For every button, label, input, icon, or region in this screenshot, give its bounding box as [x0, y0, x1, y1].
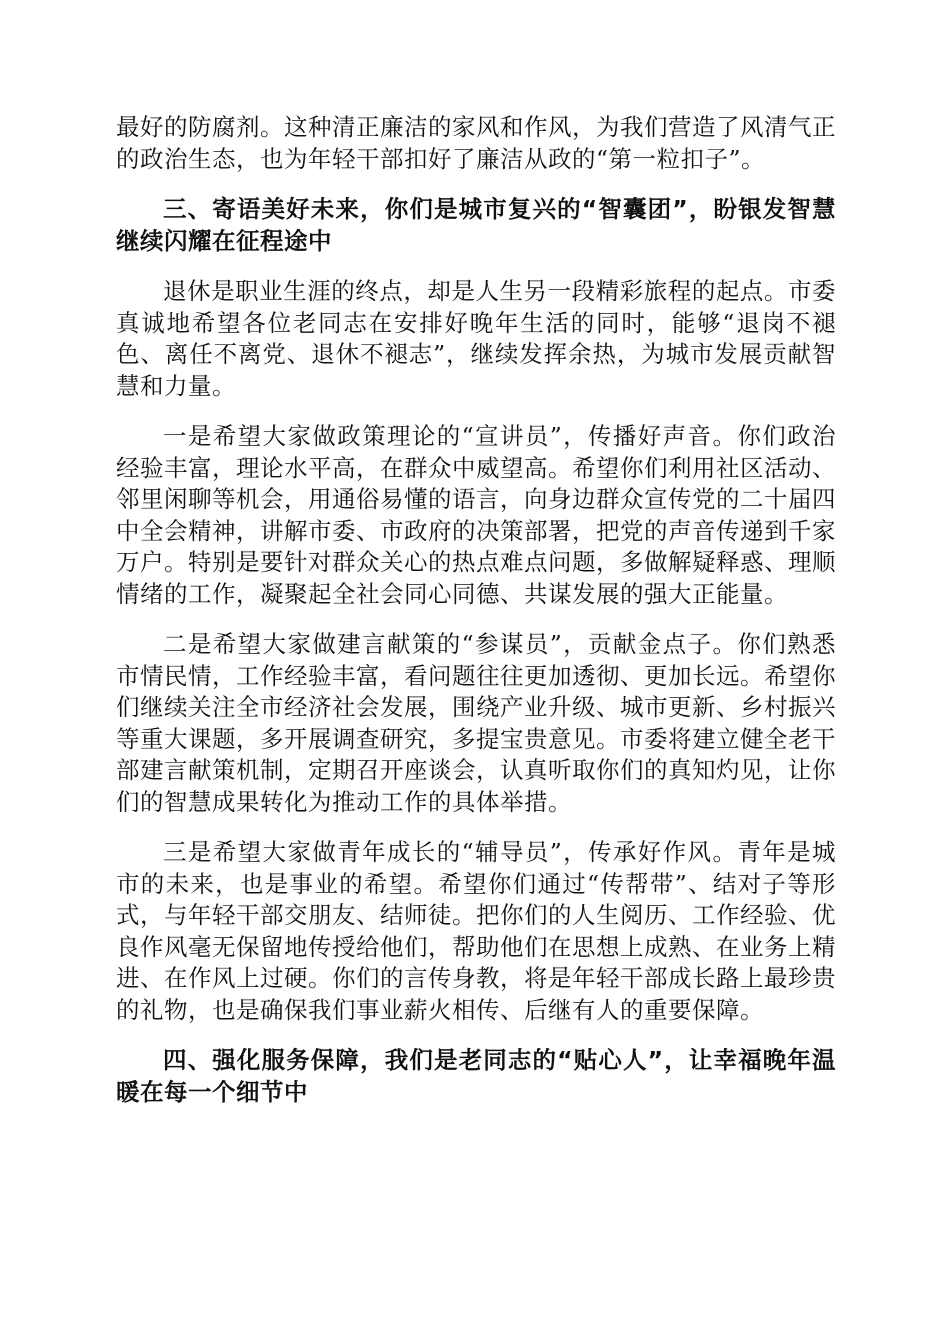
paragraph-advisor: 二是希望大家做建言献策的“参谋员”，贡献金点子。你们熟悉市情民情，工作经验丰富，看问题往往更加透彻、更加长远。希望你们继续关注全市经济社会发展，围绕产业升级、城市更新、乡村振兴等重大课题，多开展调查研究，多提宝贵意见。市委将建立健全老干部建言献策机制，定期召开座谈会，认真听取你们的真知灼见，让你们的智慧成果转化为推动工作的具体举措。 — [116, 630, 836, 816]
paragraph-mentor: 三是希望大家做青年成长的“辅导员”，传承好作风。青年是城市的未来，也是事业的希望。希望你们通过“传帮带”、结对子等形式，与年轻干部交朋友、结师徒。把你们的人生阅历、工作经验、优良作风毫无保留地传授给他们，帮助他们在思想上成熟、在业务上精进、在作风上过硬。你们的言传身教，将是年轻干部成长路上最珍贵的礼物，也是确保我们事业薪火相传、后继有人的重要保障。 — [116, 838, 836, 1024]
section-heading-three: 三、寄语美好未来，你们是城市复兴的“智囊团”，盼银发智慧继续闪耀在征程途中 — [116, 195, 836, 255]
paragraph-policy-speaker: 一是希望大家做政策理论的“宣讲员”，传播好声音。你们政治经验丰富，理论水平高，在群众中威望高。希望你们利用社区活动、邻里闲聊等机会，用通俗易懂的语言，向身边群众宣传党的二十届四中全会精神，讲解市委、市政府的决策部署，把党的声音传递到千家万户。特别是要针对群众关心的热点难点问题，多做解疑释惑、理顺情绪的工作，凝聚起全社会同心同德、共谋发展的强大正能量。 — [116, 422, 836, 608]
paragraph-intro-continuation: 最好的防腐剂。这种清正廉洁的家风和作风，为我们营造了风清气正的政治生态，也为年轻干部扣好了廉洁从政的“第一粒扣子”。 — [116, 113, 836, 173]
section-heading-four: 四、强化服务保障，我们是老同志的“贴心人”，让幸福晚年温暖在每一个细节中 — [116, 1046, 836, 1106]
document-page — [116, 112, 836, 1127]
paragraph-retirement: 退休是职业生涯的终点，却是人生另一段精彩旅程的起点。市委真诚地希望各位老同志在安排好晚年生活的同时，能够“退岗不褪色、离任不离党、退休不褪志”，继续发挥余热，为城市发展贡献智慧和力量。 — [116, 277, 836, 400]
